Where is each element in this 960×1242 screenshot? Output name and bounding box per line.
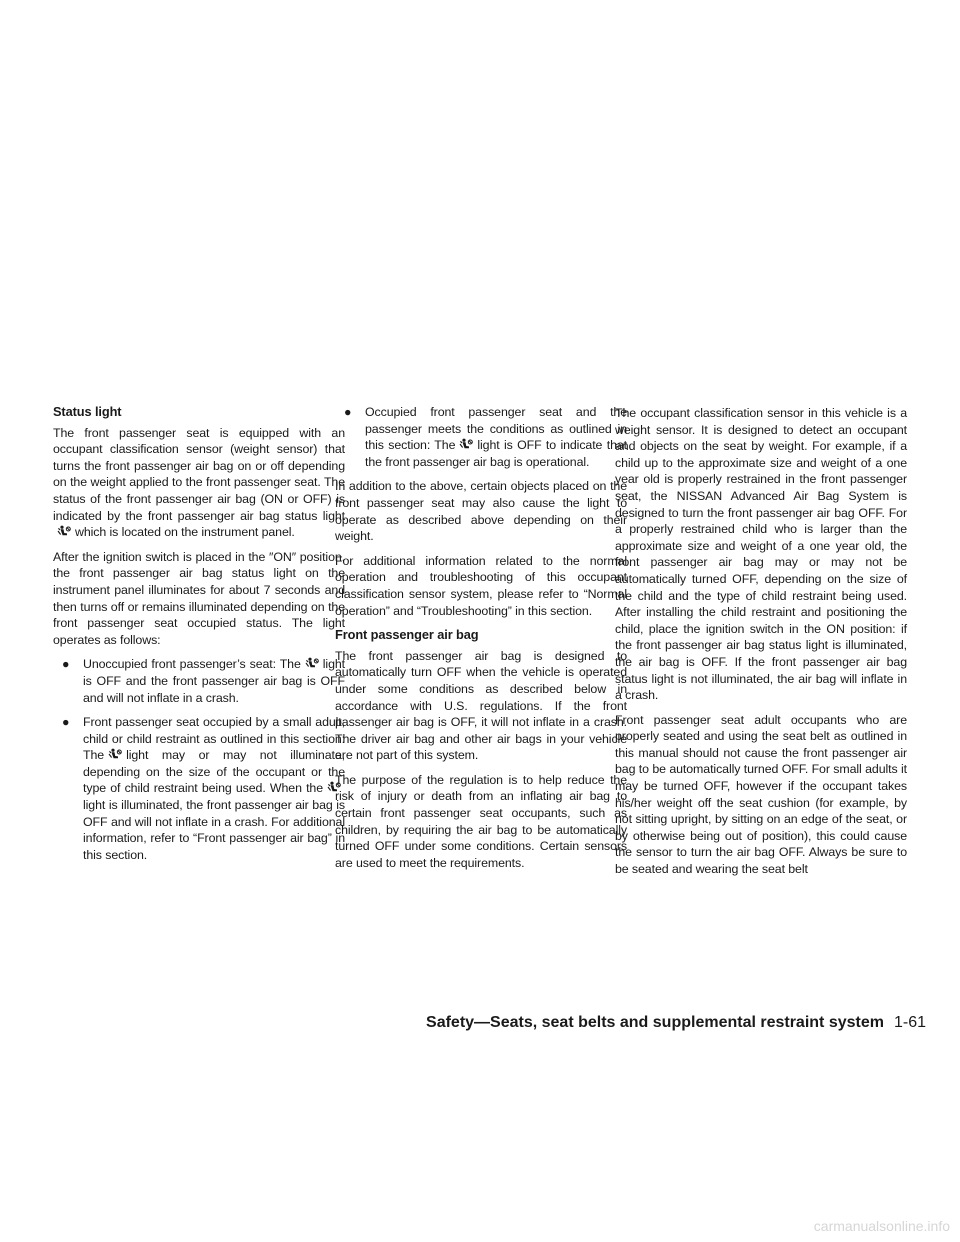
text: light is illuminated, the front passenger air bag is OFF and will not inflate in a crash. For additional information, refer to “Front passenger air bag” in this section. — [83, 798, 345, 862]
paragraph: The purpose of the regulation is to help reduce the risk of injury or death from an inflating air bag to certain front passenger seat occupants, such as children, by requiring the air bag to be automatically turned OFF under some conditions. Certain sensors are used to meet the requirements. — [335, 772, 627, 870]
text: light is OFF and the front passenger air bag is OFF and will not inflate in a crash. — [83, 657, 345, 705]
bullet: ● — [62, 657, 70, 672]
section-heading-status-light: Status light — [53, 404, 122, 419]
text: light is OFF to indicate that the front passenger air bag is operational. — [365, 438, 627, 469]
column-2 — [335, 404, 627, 879]
list-item — [53, 656, 345, 706]
paragraph: The occupant classification sensor in this vehicle is a weight sensor. It is designed to detect an occupant and objects on the seat by weight. For example, if a child up to the approximate size and weight of a one year old is properly restrained in the front passenger seat, the NISSAN Advanced Air Bag System is designed to turn the front passenger air bag OFF. For a properly restrained child who is larger than the approximate size and weight of a one year old, the front passenger air bag may or may not be automatically turned OFF, depending on the size of the child and the type of child restraint being used. After installing the child restraint and positioning the child, place the ignition switch in the ON position: if the front passenger air bag status light is illuminated, the air bag is OFF. If the front passenger air bag status light is not illuminated, the air bag will inflate in a crash. — [615, 406, 907, 703]
text: The front passenger seat is equipped with an occupant classification sensor (weight sensor) that turns the front passenger air bag on or off depending on the weight applied to the front passenger seat. The status of the front passenger air bag (ON or OFF) is indicated by the front passenger air bag status light — [53, 425, 345, 523]
bullet: ● — [344, 405, 352, 419]
watermark: carmanualsonline.info — [813, 1218, 950, 1234]
text: Occupied front passenger seat and the passenger meets the conditions as outlined in this section: The — [365, 405, 627, 453]
passenger-airbag-status-icon — [53, 525, 75, 537]
passenger-airbag-status-icon — [104, 748, 126, 760]
status-list-continued — [335, 404, 627, 470]
passenger-airbag-status-icon — [301, 657, 323, 669]
list-item — [53, 714, 345, 863]
column-1 — [53, 404, 345, 871]
paragraph: For additional information related to the normal operation and troubleshooting of this occupant classification sensor system, please refer to “Normal operation” and “Troubleshooting” in this section. — [335, 553, 627, 618]
list-item — [335, 404, 627, 470]
bullet: ● — [62, 715, 70, 730]
paragraph — [53, 425, 345, 541]
text: Front passenger seat occupied by a small adult, child or child restraint as outlined in this section: The — [83, 715, 345, 763]
page-footer — [426, 1014, 926, 1032]
page-number: 1-61 — [893, 1014, 926, 1031]
paragraph: Front passenger seat adult occupants who are properly seated and using the seat belt as outlined in this manual should not cause the front passenger air bag to be automatically turned OFF. For small adults it may be turned OFF, however if the occupant takes his/her weight off the seat cushion (for example, by not sitting upright, by sitting on an edge of the seat, or by otherwise being out of position), this could cause the sensor to turn the air bag OFF. Always be sure to be seated and wearing the seat belt — [615, 712, 907, 877]
paragraph: The front passenger air bag is designed to automatically turn OFF when the vehicle is operated under some conditions as described below in accordance with U.S. regulations. If the front passenger air bag is OFF, it will not inflate in a crash. The driver air bag and other air bags in your vehicle are not part of this system. — [335, 648, 627, 763]
text: light may or may not illuminate, depending on the size of the occupant or the type of child restraint being used. When the — [83, 748, 345, 796]
section-heading-front-passenger-air-bag: Front passenger air bag — [335, 627, 479, 643]
text: Unoccupied front passenger’s seat: The — [83, 657, 301, 672]
status-list — [53, 656, 345, 863]
passenger-airbag-status-icon — [455, 438, 477, 450]
footer-section-title: Safety—Seats, seat belts and supplemental restraint system — [426, 1014, 884, 1031]
column-3 — [615, 405, 907, 886]
text: which is located on the instrument panel. — [75, 525, 295, 540]
paragraph: In addition to the above, certain objects placed on the front passenger seat may also cause the light to operate as described above depending on their weight. — [335, 479, 627, 544]
paragraph: After the ignition switch is placed in the ″ON″ position, the front passenger air bag status light on the instrument panel illuminates for about 7 seconds and then turns off or remains illuminated depending on the front passenger seat occupied status. The light operates as follows: — [53, 549, 345, 647]
